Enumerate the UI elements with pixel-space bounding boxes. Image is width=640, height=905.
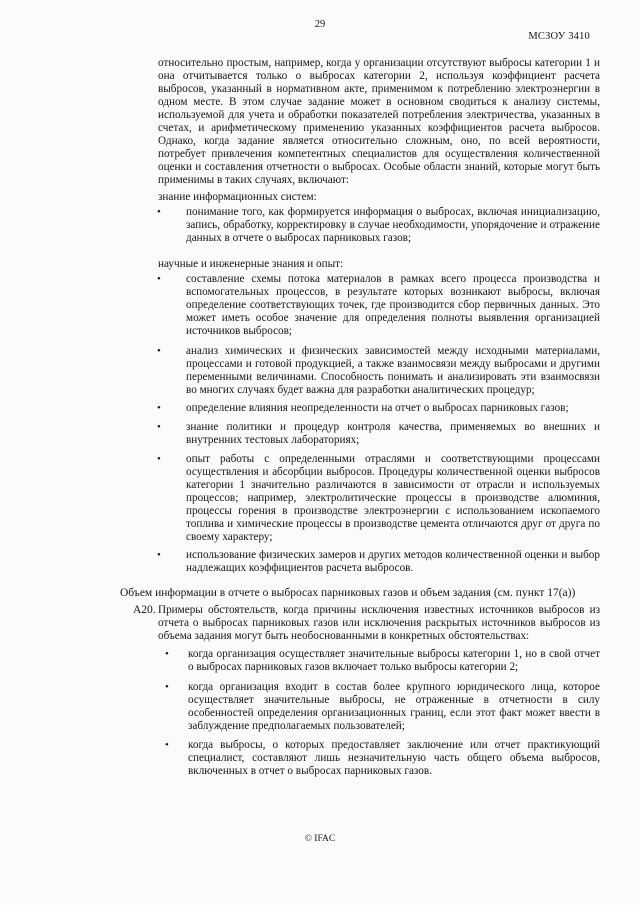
- bullet-icon: •: [165, 648, 169, 660]
- bullet-icon: •: [165, 739, 169, 751]
- bullet-text: опыт работы с определенными отраслями и соответствующими процессами осуществления и абсорбции выбросов. Процедуры количественной оценки выбросов категории 1 значительно различаются в зависимости от отрасли и используемых процессов; например, электролитические процессы в производстве алюминия, процессы горения в производстве электроэнергии с использованием ископаемого топлива и химические процессы в производстве цемента отличаются друг от друга по своему характеру;: [186, 453, 600, 543]
- section-lead-information-systems: знание информационных систем:: [158, 191, 317, 203]
- bullet-icon: •: [157, 402, 161, 414]
- bullet-text: составление схемы потока материалов в рамках всего процесса производства и вспомогательных процессов, в результате которых возникают выбросы, включая определение соответствующих точек, где производится сбор первичных данных. Это может иметь особое значение для определения полноты выявления организацией источников выбросов;: [186, 273, 600, 337]
- bullet-text: когда организация входит в состав более крупного юридического лица, которое осуществляет значительные выбросы, не отраженные в отчетности в силу особенностей определения организационных границ, если этот факт может ввести в заблуждение предполагаемых пользователей;: [188, 681, 600, 732]
- section-lead-science-engineering: научные и инженерные знания и опыт:: [158, 258, 344, 270]
- bullet-text: знание политики и процедур контроля качества, применяемых во внешних и внутренних тестовых лабораториях;: [186, 421, 600, 446]
- bullet-icon: •: [157, 421, 161, 433]
- document-code: МСЗОУ 3410: [528, 31, 590, 42]
- bullet-icon: •: [157, 345, 161, 357]
- intro-paragraph: относительно простым, например, когда у организации отсутствуют выбросы категории 1 и она отчитывается только о выбросах категории 2, используя коэффициент расчета выбросов, указанный в нормативном акте, применимом к потреблению электроэнергии в одном месте. В этом случае задание может в основном сводиться к анализу системы, используемой для учета и обработки показателей потребления электричества, указанных в счетах, и арифметическому применению указанных коэффициентов расчета выбросов. Однако, когда задание является относительно сложным, оно, по всей вероятности, потребует привлечения компетентных специалистов для осуществления количественной оценки и составления отчетности о выбросах. Особые области знаний, которые могут быть применимы в таких случаях, включают:: [158, 57, 600, 186]
- paragraph-label: A20.: [133, 604, 156, 616]
- bullet-icon: •: [157, 273, 161, 285]
- footer-copyright: © IFAC: [304, 834, 336, 844]
- bullet-text: когда выбросы, о которых предоставляет заключение или отчет практикующий специалист, составляют лишь незначительную часть общего объема выбросов, включенных в отчет о выбросах парниковых газов.: [188, 739, 600, 777]
- section-heading: Объем информации в отчете о выбросах парниковых газов и объем задания (см. пункт 17(а)): [120, 587, 576, 599]
- bullet-icon: •: [165, 681, 169, 693]
- bullet-text: понимание того, как формируется информация о выбросах, включая инициализацию, запись, обработку, корректировку в случае необходимости, упорядочение и отражение данных в отчете о выбросах парниковых газов;: [186, 206, 600, 244]
- bullet-icon: •: [157, 206, 161, 218]
- bullet-text: определение влияния неопределенности на отчет о выбросах парниковых газов;: [186, 402, 569, 414]
- page-number: 29: [314, 19, 326, 30]
- bullet-icon: •: [157, 549, 161, 561]
- bullet-text: когда организация осуществляет значительные выбросы категории 1, но в свой отчет о выбросах парниковых газов включает только выбросы категории 2;: [188, 648, 600, 673]
- bullet-icon: •: [157, 453, 161, 465]
- bullet-text: анализ химических и физических зависимостей между исходными материалами, процессами и готовой продукцией, а также взаимосвязи между выбросами и другими переменными величинами. Способность понимать и анализировать эти взаимосвязи во многих случаях будет важна для разработки аналитических процедур;: [186, 345, 600, 396]
- paragraph-a20-text: Примеры обстоятельств, когда причины исключения известных источников выбросов из отчета о выбросах парниковых газов или исключения раскрытых источников выбросов из объема задания могут быть необоснованными в конкретных обстоятельствах:: [158, 604, 600, 642]
- bullet-text: использование физических замеров и других методов количественной оценки и выбор надлежащих коэффициентов расчета выбросов.: [186, 549, 600, 574]
